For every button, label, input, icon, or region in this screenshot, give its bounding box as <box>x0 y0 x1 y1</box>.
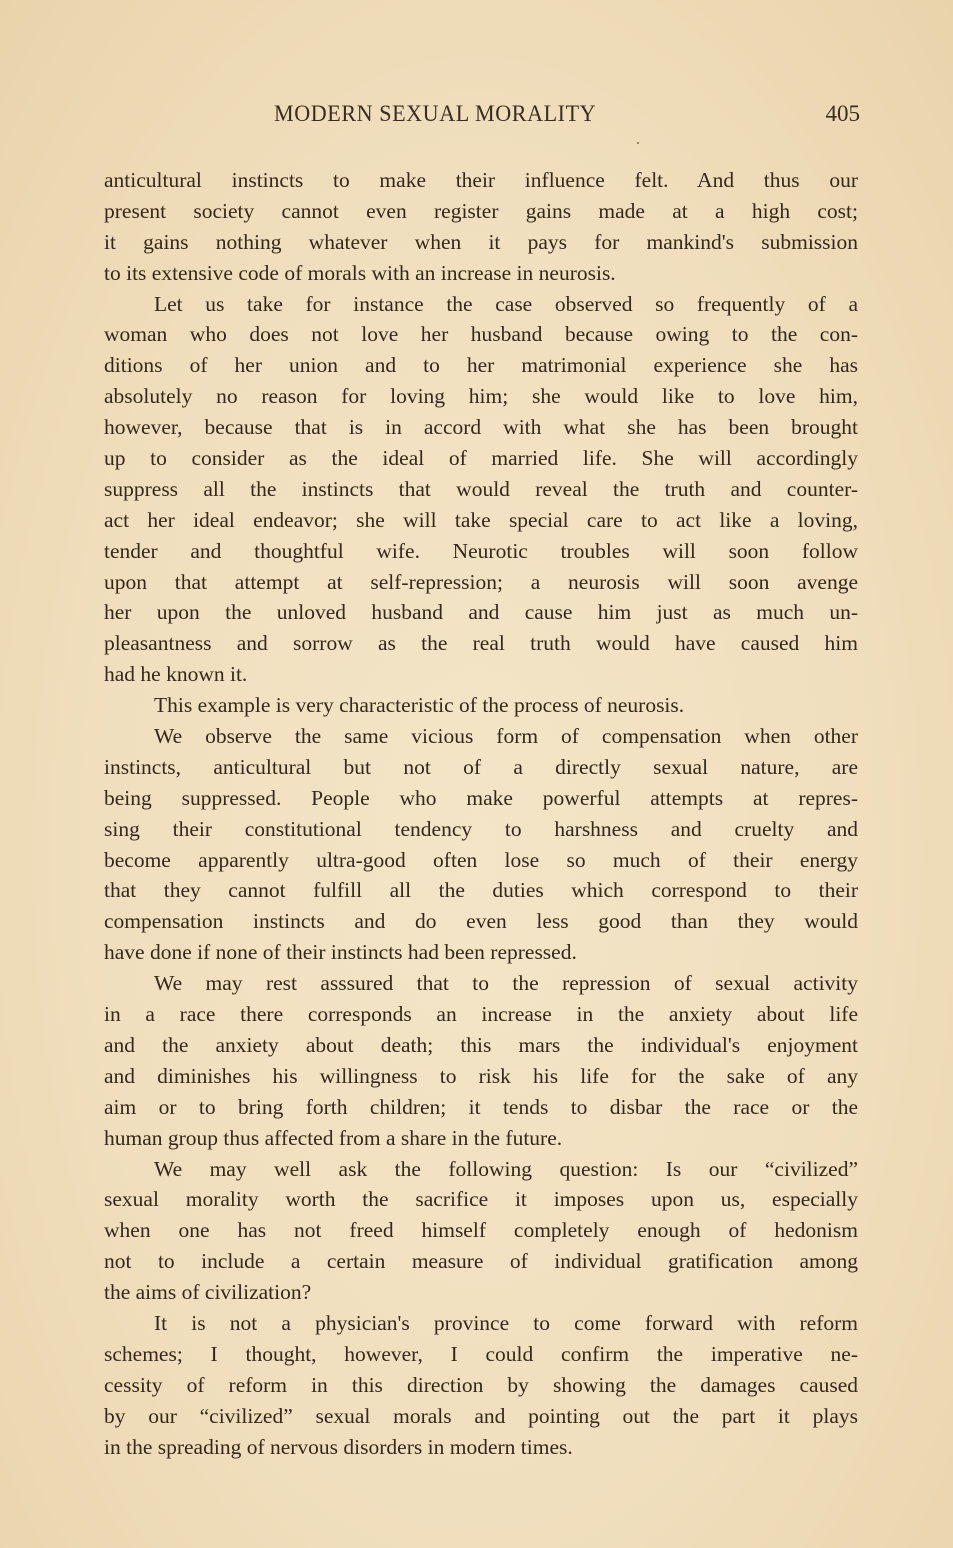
body-text <box>104 165 858 1462</box>
text-line: aim or to bring forth children; it tends to disbar the race or the <box>104 1094 858 1119</box>
text-line: had he known it. <box>104 662 248 687</box>
text-line: This example is very characteristic of the process of neurosis. <box>154 693 685 718</box>
text-line: upon that attempt at self-repression; a neurosis will soon avenge <box>104 569 858 594</box>
text-line: become apparently ultra-good often lose so much of their energy <box>104 847 858 872</box>
text-line: that they cannot fulfill all the duties which correspond to their <box>104 878 858 903</box>
running-title: MODERN SEXUAL MORALITY <box>274 101 597 126</box>
text-line: act her ideal endeavor; she will take special care to act like a loving, <box>104 507 858 532</box>
text-line: up to consider as the ideal of married life. She will accordingly <box>104 446 858 471</box>
text-line: suppress all the instincts that would reveal the truth and counter- <box>104 476 858 501</box>
paragraph <box>104 968 858 1153</box>
text-line: in the spreading of nervous disorders in modern times. <box>104 1434 573 1459</box>
text-line: Let us take for instance the case observed so frequently of a <box>154 291 858 316</box>
text-line: schemes; I thought, however, I could confirm the imperative ne- <box>104 1341 858 1366</box>
paragraph <box>104 165 858 289</box>
paragraph <box>104 721 858 968</box>
text-line: the aims of civilization? <box>104 1280 312 1305</box>
text-line: sexual morality worth the sacrifice it imposes upon us, especially <box>104 1187 858 1212</box>
text-line: cessity of reform in this direction by showing the damages caused <box>104 1372 858 1397</box>
page-number: 405 <box>825 101 860 126</box>
paragraph <box>104 1308 858 1462</box>
text-line: It is not a physician's province to come forward with reform <box>154 1310 858 1335</box>
text-line: however, because that is in accord with what she has been brought <box>104 415 858 440</box>
text-line: woman who does not love her husband because owing to the con- <box>104 322 858 347</box>
text-line: pleasantness and sorrow as the real truth would have caused him <box>104 631 858 656</box>
text-line: instincts, anticultural but not of a directly sexual nature, are <box>104 754 858 779</box>
text-line: it gains nothing whatever when it pays for mankind's submission <box>104 229 858 254</box>
text-line: being suppressed. People who make powerful attempts at repres- <box>104 785 858 810</box>
text-line: have done if none of their instincts had been repressed. <box>104 940 577 965</box>
text-line: We observe the same vicious form of compensation when other <box>154 724 858 749</box>
text-line: present society cannot even register gains made at a high cost; <box>104 198 858 223</box>
text-line: by our “civilized” sexual morals and pointing out the part it plays <box>104 1403 858 1428</box>
paragraph <box>104 690 858 721</box>
scan-speck <box>637 142 639 144</box>
text-line: We may well ask the following question: Is our “civilized” <box>154 1156 858 1181</box>
running-head <box>106 101 860 131</box>
text-line: to its extensive code of morals with an increase in neurosis. <box>104 260 616 285</box>
text-line: and diminishes his willingness to risk his life for the sake of any <box>104 1063 858 1088</box>
text-line: in a race there corresponds an increase in the anxiety about life <box>104 1002 858 1027</box>
paragraph <box>104 289 858 691</box>
text-line: absolutely no reason for loving him; she would like to love him, <box>104 384 858 409</box>
text-line: when one has not freed himself completely enough of hedonism <box>104 1218 858 1243</box>
text-line: compensation instincts and do even less good than they would <box>104 909 858 934</box>
text-line: not to include a certain measure of individual gratification among <box>104 1249 858 1274</box>
text-line: and the anxiety about death; this mars the individual's enjoyment <box>104 1032 858 1057</box>
text-line: anticultural instincts to make their influence felt. And thus our <box>104 168 858 192</box>
text-line: We may rest asssured that to the repression of sexual activity <box>154 971 858 996</box>
text-line: ditions of her union and to her matrimonial experience she has <box>104 353 858 378</box>
text-line: human group thus affected from a share in the future. <box>104 1125 563 1150</box>
paragraph <box>104 1154 858 1308</box>
text-line: tender and thoughtful wife. Neurotic troubles will soon follow <box>104 538 858 563</box>
text-line: her upon the unloved husband and cause him just as much un- <box>104 600 858 625</box>
text-line: sing their constitutional tendency to harshness and cruelty and <box>104 816 858 841</box>
